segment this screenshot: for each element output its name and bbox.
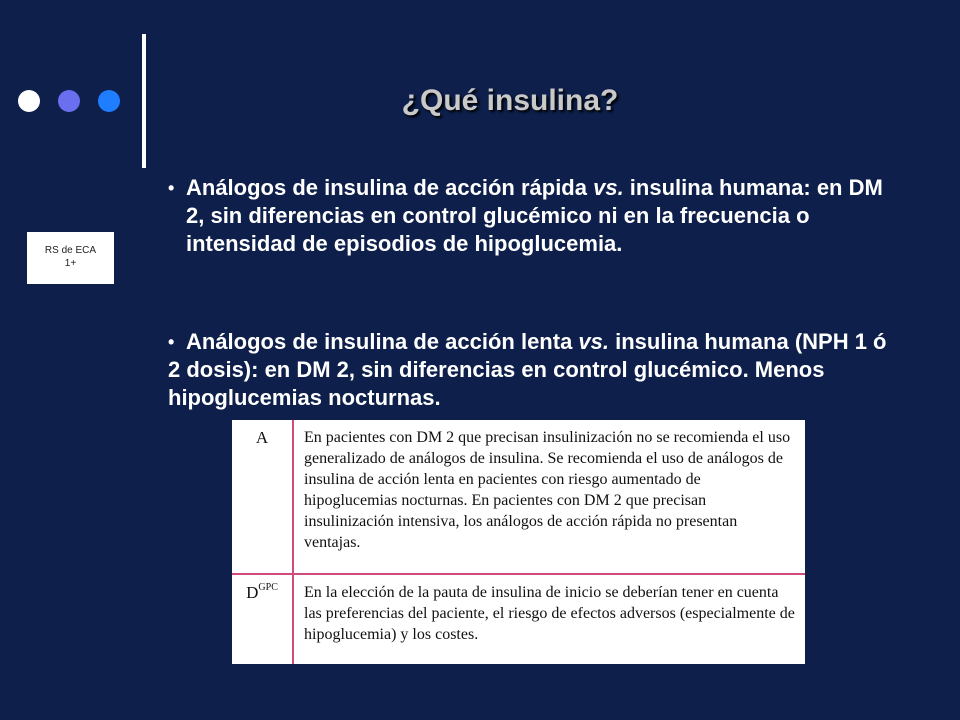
bullet-text-part: Análogos de insulina de acción rápida	[186, 175, 594, 200]
bullet-slow-analogs	[168, 328, 888, 412]
grade-superscript: GPC	[258, 582, 278, 593]
decorative-dot-white	[18, 90, 40, 112]
decorative-dot-purple	[58, 90, 80, 112]
recommendation-grade	[232, 574, 293, 664]
bullet-rapid-analogs	[168, 174, 888, 258]
bullet-text-part: insulina humana (NPH 1 ó 2 dosis): en DM 2, sin diferencias en control glucémico. Menos hipoglucemias nocturnas.	[168, 329, 887, 410]
bullet-text-part: Análogos de insulina de acción lenta	[186, 329, 579, 354]
bullet-marker-icon: •	[168, 178, 175, 198]
table-row	[232, 574, 805, 664]
grade-letter: A	[255, 428, 269, 447]
bullet-text-part: insulina humana: en DM 2, sin diferencias en control glucémico ni en la frecuencia o intensidad de episodios de hipoglucemia.	[186, 175, 883, 256]
bullet-text-italic: vs.	[578, 329, 610, 354]
bullet-text-italic: vs.	[593, 175, 624, 200]
bullet-text	[168, 174, 888, 258]
recommendations-table	[232, 420, 805, 664]
recommendation-grade	[232, 420, 293, 574]
bullet-text	[168, 328, 888, 412]
slide-title: ¿Qué insulina?	[401, 84, 619, 117]
bullet-marker-icon: •	[168, 332, 175, 352]
evidence-level-line2: 1+	[64, 258, 77, 269]
recommendation-text: En la elección de la pauta de insulina de inicio se deberían tener en cuenta las preferencias del paciente, el riesgo de efectos adversos (especialmente de hipoglucemia) y los costes.	[304, 584, 795, 643]
evidence-level-line1: RS de ECA	[44, 245, 97, 256]
decorative-dot-blue	[98, 90, 120, 112]
table-row	[232, 420, 805, 574]
grade-letter: D	[246, 583, 259, 602]
decorative-vertical-line	[142, 34, 146, 168]
recommendation-text: En pacientes con DM 2 que precisan insulinización no se recomienda el uso generalizado de análogos de insulina. Se recomienda el uso de análogos de insulina de acción lenta en pacientes con riesgo aumentado de hipoglucemias nocturnas. En pacientes con DM 2 que precisan insulinización intensiva, los análogos de acción rápida no presentan ventajas.	[293, 420, 805, 574]
evidence-level-label	[27, 232, 114, 284]
